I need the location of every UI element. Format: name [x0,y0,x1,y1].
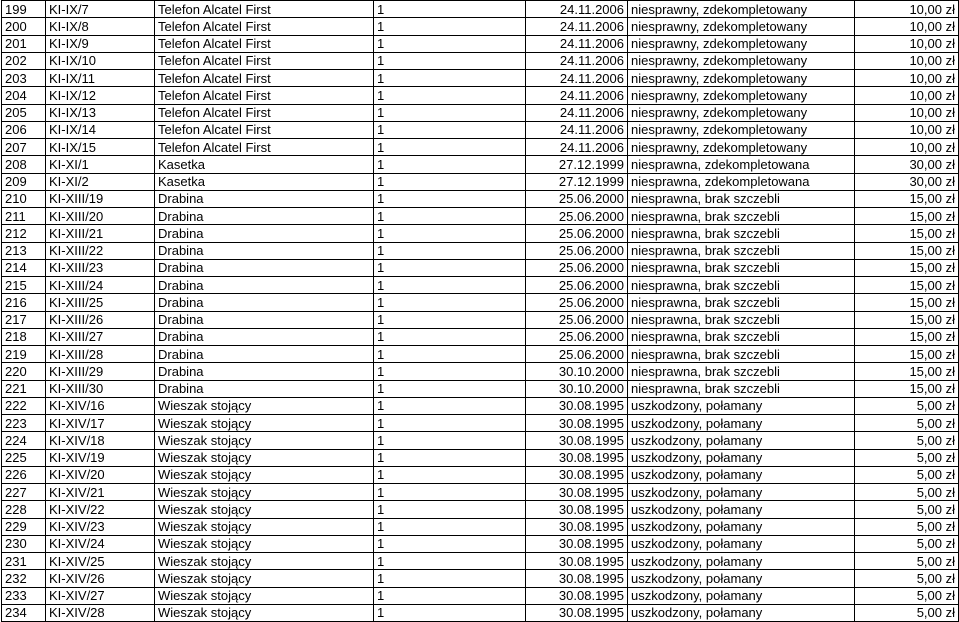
table-row [2,415,959,432]
cell-date: 30.08.1995 [526,535,628,552]
cell-item-name: Drabina [155,346,374,363]
cell-value: 15,00 zł [855,311,959,328]
cell-quantity: 1 [374,466,526,483]
cell-quantity: 1 [374,190,526,207]
cell-item-name: Wieszak stojący [155,432,374,449]
cell-value: 15,00 zł [855,190,959,207]
cell-quantity: 1 [374,104,526,121]
cell-lp: 203 [2,70,46,87]
cell-item-name: Drabina [155,225,374,242]
cell-lp: 230 [2,535,46,552]
cell-condition: niesprawna, brak szczebli [628,242,855,259]
cell-value: 15,00 zł [855,346,959,363]
cell-date: 24.11.2006 [526,52,628,69]
cell-date: 25.06.2000 [526,346,628,363]
cell-condition: uszkodzony, połamany [628,432,855,449]
cell-item-name: Wieszak stojący [155,587,374,604]
cell-date: 30.08.1995 [526,604,628,621]
cell-value: 15,00 zł [855,225,959,242]
table-row [2,35,959,52]
cell-lp: 214 [2,259,46,276]
cell-inventory-number: KI-XIII/21 [46,225,155,242]
cell-date: 25.06.2000 [526,259,628,276]
cell-value: 5,00 zł [855,449,959,466]
cell-date: 30.08.1995 [526,466,628,483]
cell-quantity: 1 [374,294,526,311]
cell-inventory-number: KI-XI/2 [46,173,155,190]
cell-date: 25.06.2000 [526,294,628,311]
table-row [2,587,959,604]
cell-inventory-number: KI-XIV/26 [46,570,155,587]
cell-condition: niesprawny, zdekompletowany [628,104,855,121]
cell-item-name: Drabina [155,363,374,380]
cell-lp: 208 [2,156,46,173]
cell-lp: 210 [2,190,46,207]
cell-quantity: 1 [374,380,526,397]
cell-date: 25.06.2000 [526,311,628,328]
cell-date: 30.10.2000 [526,380,628,397]
cell-item-name: Drabina [155,294,374,311]
cell-quantity: 1 [374,397,526,414]
cell-value: 15,00 zł [855,277,959,294]
cell-date: 30.08.1995 [526,553,628,570]
cell-lp: 226 [2,466,46,483]
table-row [2,570,959,587]
cell-quantity: 1 [374,570,526,587]
cell-inventory-number: KI-XIII/19 [46,190,155,207]
cell-value: 5,00 zł [855,466,959,483]
cell-quantity: 1 [374,35,526,52]
cell-value: 15,00 zł [855,380,959,397]
cell-condition: niesprawny, zdekompletowany [628,18,855,35]
table-row [2,139,959,156]
cell-inventory-number: KI-XIII/20 [46,208,155,225]
cell-inventory-number: KI-XIV/27 [46,587,155,604]
cell-item-name: Telefon Alcatel First [155,52,374,69]
table-row [2,553,959,570]
cell-item-name: Wieszak stojący [155,518,374,535]
cell-inventory-number: KI-XIV/21 [46,484,155,501]
cell-value: 30,00 zł [855,156,959,173]
cell-lp: 206 [2,121,46,138]
table-row [2,535,959,552]
cell-quantity: 1 [374,449,526,466]
table-row [2,518,959,535]
cell-date: 27.12.1999 [526,156,628,173]
cell-item-name: Wieszak stojący [155,570,374,587]
table-row [2,87,959,104]
cell-condition: uszkodzony, połamany [628,518,855,535]
table-row [2,501,959,518]
cell-item-name: Wieszak stojący [155,604,374,621]
cell-value: 10,00 zł [855,1,959,18]
table-row [2,173,959,190]
cell-value: 15,00 zł [855,242,959,259]
cell-condition: uszkodzony, połamany [628,570,855,587]
cell-condition: uszkodzony, połamany [628,587,855,604]
cell-inventory-number: KI-XIII/23 [46,259,155,276]
cell-inventory-number: KI-XIII/22 [46,242,155,259]
cell-date: 24.11.2006 [526,139,628,156]
cell-condition: niesprawny, zdekompletowany [628,1,855,18]
cell-lp: 213 [2,242,46,259]
table-row [2,190,959,207]
cell-value: 10,00 zł [855,18,959,35]
cell-quantity: 1 [374,1,526,18]
cell-condition: niesprawna, brak szczebli [628,380,855,397]
cell-date: 24.11.2006 [526,87,628,104]
cell-condition: niesprawna, brak szczebli [628,363,855,380]
cell-lp: 221 [2,380,46,397]
cell-lp: 223 [2,415,46,432]
cell-lp: 224 [2,432,46,449]
cell-condition: niesprawna, zdekompletowana [628,173,855,190]
cell-quantity: 1 [374,415,526,432]
cell-value: 5,00 zł [855,501,959,518]
cell-condition: niesprawny, zdekompletowany [628,35,855,52]
cell-item-name: Telefon Alcatel First [155,1,374,18]
cell-quantity: 1 [374,328,526,345]
cell-item-name: Telefon Alcatel First [155,87,374,104]
cell-inventory-number: KI-XIV/22 [46,501,155,518]
cell-value: 10,00 zł [855,104,959,121]
cell-value: 5,00 zł [855,484,959,501]
cell-value: 15,00 zł [855,208,959,225]
table-row [2,277,959,294]
cell-quantity: 1 [374,553,526,570]
inventory-table [1,0,959,622]
cell-date: 27.12.1999 [526,173,628,190]
cell-date: 30.08.1995 [526,397,628,414]
table-row [2,225,959,242]
cell-lp: 222 [2,397,46,414]
cell-item-name: Wieszak stojący [155,484,374,501]
cell-value: 15,00 zł [855,363,959,380]
cell-lp: 232 [2,570,46,587]
cell-inventory-number: KI-XIV/16 [46,397,155,414]
cell-item-name: Drabina [155,380,374,397]
table-row [2,449,959,466]
cell-lp: 200 [2,18,46,35]
cell-inventory-number: KI-XIII/27 [46,328,155,345]
cell-lp: 199 [2,1,46,18]
cell-condition: uszkodzony, połamany [628,553,855,570]
cell-value: 5,00 zł [855,518,959,535]
table-row [2,604,959,621]
cell-quantity: 1 [374,587,526,604]
cell-quantity: 1 [374,70,526,87]
cell-condition: niesprawna, brak szczebli [628,328,855,345]
table-row [2,259,959,276]
cell-value: 10,00 zł [855,52,959,69]
cell-condition: niesprawna, brak szczebli [628,190,855,207]
cell-inventory-number: KI-XI/1 [46,156,155,173]
cell-condition: uszkodzony, połamany [628,415,855,432]
cell-inventory-number: KI-XIII/26 [46,311,155,328]
cell-condition: niesprawna, brak szczebli [628,208,855,225]
cell-date: 30.08.1995 [526,587,628,604]
cell-value: 30,00 zł [855,173,959,190]
table-row [2,380,959,397]
cell-value: 5,00 zł [855,397,959,414]
cell-inventory-number: KI-IX/11 [46,70,155,87]
cell-condition: uszkodzony, połamany [628,466,855,483]
cell-value: 15,00 zł [855,259,959,276]
cell-value: 10,00 zł [855,35,959,52]
cell-lp: 220 [2,363,46,380]
table-row [2,346,959,363]
cell-inventory-number: KI-XIV/28 [46,604,155,621]
cell-item-name: Drabina [155,190,374,207]
cell-condition: niesprawna, brak szczebli [628,346,855,363]
cell-inventory-number: KI-IX/13 [46,104,155,121]
cell-item-name: Telefon Alcatel First [155,104,374,121]
cell-date: 30.08.1995 [526,518,628,535]
table-row [2,484,959,501]
cell-inventory-number: KI-XIII/25 [46,294,155,311]
table-row [2,328,959,345]
cell-item-name: Drabina [155,311,374,328]
cell-condition: niesprawna, brak szczebli [628,225,855,242]
cell-inventory-number: KI-XIV/23 [46,518,155,535]
cell-lp: 209 [2,173,46,190]
cell-date: 25.06.2000 [526,225,628,242]
cell-inventory-number: KI-IX/7 [46,1,155,18]
table-row [2,208,959,225]
table-row [2,397,959,414]
cell-item-name: Telefon Alcatel First [155,70,374,87]
cell-date: 25.06.2000 [526,242,628,259]
cell-item-name: Telefon Alcatel First [155,139,374,156]
table-row [2,121,959,138]
cell-date: 30.08.1995 [526,484,628,501]
cell-condition: niesprawna, brak szczebli [628,294,855,311]
cell-date: 24.11.2006 [526,121,628,138]
cell-date: 30.08.1995 [526,449,628,466]
cell-lp: 227 [2,484,46,501]
cell-item-name: Wieszak stojący [155,501,374,518]
cell-value: 5,00 zł [855,553,959,570]
cell-date: 24.11.2006 [526,70,628,87]
cell-quantity: 1 [374,259,526,276]
cell-item-name: Drabina [155,259,374,276]
cell-value: 5,00 zł [855,432,959,449]
cell-lp: 205 [2,104,46,121]
table-row [2,432,959,449]
table-row [2,1,959,18]
table-row [2,104,959,121]
cell-value: 10,00 zł [855,139,959,156]
cell-lp: 202 [2,52,46,69]
cell-quantity: 1 [374,121,526,138]
cell-quantity: 1 [374,139,526,156]
cell-condition: uszkodzony, połamany [628,501,855,518]
cell-item-name: Telefon Alcatel First [155,35,374,52]
cell-condition: niesprawny, zdekompletowany [628,121,855,138]
cell-condition: niesprawna, brak szczebli [628,277,855,294]
cell-quantity: 1 [374,52,526,69]
table-row [2,294,959,311]
cell-inventory-number: KI-IX/15 [46,139,155,156]
cell-inventory-number: KI-IX/9 [46,35,155,52]
cell-condition: niesprawna, zdekompletowana [628,156,855,173]
cell-item-name: Wieszak stojący [155,553,374,570]
cell-lp: 204 [2,87,46,104]
cell-condition: niesprawny, zdekompletowany [628,52,855,69]
cell-inventory-number: KI-IX/12 [46,87,155,104]
cell-lp: 228 [2,501,46,518]
cell-inventory-number: KI-XIII/30 [46,380,155,397]
cell-quantity: 1 [374,87,526,104]
cell-date: 30.10.2000 [526,363,628,380]
cell-quantity: 1 [374,501,526,518]
cell-date: 30.08.1995 [526,415,628,432]
cell-lp: 225 [2,449,46,466]
table-row [2,70,959,87]
table-row [2,311,959,328]
table-row [2,363,959,380]
cell-date: 30.08.1995 [526,432,628,449]
cell-inventory-number: KI-XIV/24 [46,535,155,552]
cell-inventory-number: KI-XIV/25 [46,553,155,570]
cell-lp: 229 [2,518,46,535]
cell-value: 10,00 zł [855,121,959,138]
cell-item-name: Drabina [155,242,374,259]
cell-inventory-number: KI-XIV/20 [46,466,155,483]
cell-quantity: 1 [374,518,526,535]
cell-value: 15,00 zł [855,328,959,345]
cell-condition: niesprawny, zdekompletowany [628,87,855,104]
cell-item-name: Wieszak stojący [155,415,374,432]
cell-date: 25.06.2000 [526,277,628,294]
cell-quantity: 1 [374,173,526,190]
cell-lp: 207 [2,139,46,156]
cell-item-name: Telefon Alcatel First [155,18,374,35]
cell-inventory-number: KI-IX/14 [46,121,155,138]
cell-lp: 231 [2,553,46,570]
cell-date: 24.11.2006 [526,1,628,18]
cell-date: 25.06.2000 [526,190,628,207]
table-row [2,466,959,483]
cell-condition: uszkodzony, połamany [628,484,855,501]
cell-condition: niesprawna, brak szczebli [628,311,855,328]
cell-lp: 217 [2,311,46,328]
cell-value: 10,00 zł [855,70,959,87]
cell-condition: uszkodzony, połamany [628,535,855,552]
cell-inventory-number: KI-XIII/29 [46,363,155,380]
cell-inventory-number: KI-XIV/18 [46,432,155,449]
cell-item-name: Wieszak stojący [155,397,374,414]
table-row [2,52,959,69]
cell-item-name: Wieszak stojący [155,449,374,466]
cell-value: 5,00 zł [855,587,959,604]
cell-lp: 219 [2,346,46,363]
cell-value: 5,00 zł [855,604,959,621]
cell-quantity: 1 [374,156,526,173]
cell-item-name: Drabina [155,208,374,225]
cell-inventory-number: KI-XIV/17 [46,415,155,432]
cell-item-name: Wieszak stojący [155,535,374,552]
cell-quantity: 1 [374,484,526,501]
cell-value: 5,00 zł [855,415,959,432]
cell-value: 5,00 zł [855,535,959,552]
cell-item-name: Kasetka [155,173,374,190]
cell-date: 24.11.2006 [526,104,628,121]
table-row [2,18,959,35]
cell-inventory-number: KI-IX/10 [46,52,155,69]
table-row [2,156,959,173]
cell-condition: niesprawny, zdekompletowany [628,70,855,87]
cell-date: 30.08.1995 [526,501,628,518]
cell-lp: 201 [2,35,46,52]
table-row [2,242,959,259]
cell-lp: 211 [2,208,46,225]
cell-date: 25.06.2000 [526,328,628,345]
cell-quantity: 1 [374,604,526,621]
cell-inventory-number: KI-XIII/28 [46,346,155,363]
cell-inventory-number: KI-IX/8 [46,18,155,35]
cell-condition: uszkodzony, połamany [628,604,855,621]
cell-lp: 218 [2,328,46,345]
cell-lp: 234 [2,604,46,621]
cell-value: 10,00 zł [855,87,959,104]
cell-item-name: Telefon Alcatel First [155,121,374,138]
cell-condition: niesprawny, zdekompletowany [628,139,855,156]
cell-item-name: Kasetka [155,156,374,173]
cell-date: 25.06.2000 [526,208,628,225]
cell-quantity: 1 [374,18,526,35]
cell-quantity: 1 [374,277,526,294]
cell-item-name: Drabina [155,328,374,345]
cell-quantity: 1 [374,225,526,242]
cell-quantity: 1 [374,432,526,449]
cell-condition: uszkodzony, połamany [628,397,855,414]
inventory-table-body [2,1,959,622]
cell-condition: uszkodzony, połamany [628,449,855,466]
cell-quantity: 1 [374,242,526,259]
cell-date: 24.11.2006 [526,18,628,35]
cell-value: 15,00 zł [855,294,959,311]
cell-lp: 215 [2,277,46,294]
cell-date: 30.08.1995 [526,570,628,587]
cell-quantity: 1 [374,311,526,328]
cell-condition: niesprawna, brak szczebli [628,259,855,276]
cell-item-name: Wieszak stojący [155,466,374,483]
cell-value: 5,00 zł [855,570,959,587]
cell-lp: 233 [2,587,46,604]
cell-lp: 216 [2,294,46,311]
cell-inventory-number: KI-XIII/24 [46,277,155,294]
cell-quantity: 1 [374,208,526,225]
cell-item-name: Drabina [155,277,374,294]
cell-quantity: 1 [374,363,526,380]
cell-quantity: 1 [374,535,526,552]
cell-quantity: 1 [374,346,526,363]
cell-inventory-number: KI-XIV/19 [46,449,155,466]
cell-lp: 212 [2,225,46,242]
cell-date: 24.11.2006 [526,35,628,52]
